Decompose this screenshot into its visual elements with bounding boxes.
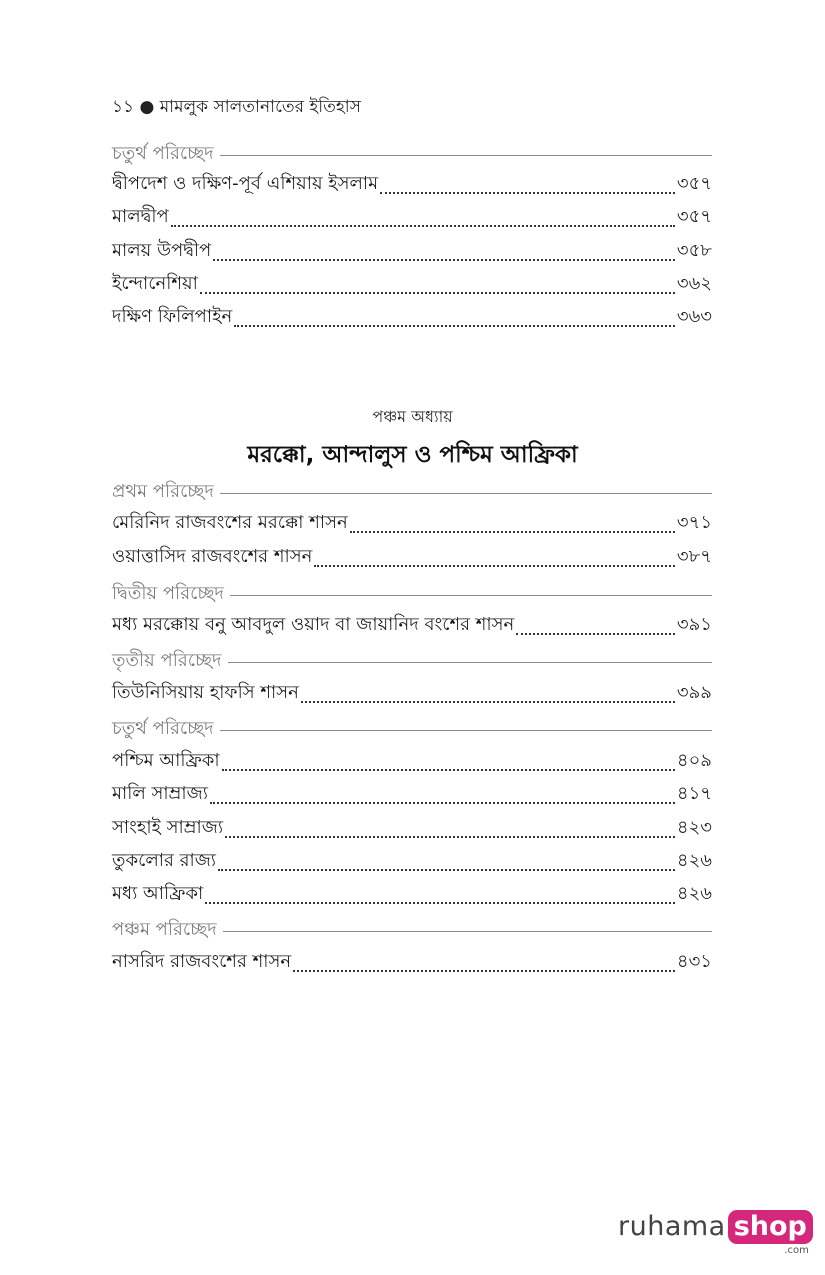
toc-entry-title: মেরিনিদ রাজবংশের মরক্কো শাসন (112, 512, 348, 533)
toc-entry[interactable] (112, 172, 712, 200)
toc-entry-title: পশ্চিম আফ্রিকা (112, 750, 220, 771)
dot-leader (350, 531, 675, 533)
dot-leader (210, 802, 675, 804)
dot-leader (301, 701, 675, 703)
toc-entry[interactable] (112, 511, 712, 539)
section-heading (112, 715, 712, 743)
toc-entry-page: ৪১৭ (676, 783, 712, 804)
toc-entry[interactable] (112, 239, 712, 267)
toc-entry-page: ৩৬৩ (676, 306, 712, 327)
section-heading-label: তৃতীয় পরিচ্ছেদ (112, 649, 222, 671)
toc-entry-title: মালদ্বীপ (112, 206, 169, 227)
running-header: ১১ ● মামলুক সালতানাতের ইতিহাস (112, 97, 361, 117)
section-heading (112, 647, 712, 675)
toc-entry-page: ৪৩১ (676, 951, 712, 972)
toc-entry[interactable] (112, 749, 712, 777)
toc-entry[interactable] (112, 950, 712, 978)
dot-leader (222, 769, 675, 771)
toc-entry-title: মালয় উপদ্বীপ (112, 240, 212, 261)
toc-entry-title: ইন্দোনেশিয়া (112, 273, 198, 294)
section-heading (112, 140, 712, 168)
logo-wordmark: ruhama (618, 1211, 726, 1242)
dot-leader (213, 259, 675, 261)
section-heading-label: চতুর্থ পরিচ্ছেদ (112, 717, 214, 739)
section-rule (220, 155, 712, 156)
toc-entry-title: তিউনিসিয়ায় হাফসি শাসন (112, 682, 299, 703)
section-heading-label: চতুর্থ পরিচ্ছেদ (112, 142, 214, 164)
section-rule (220, 730, 712, 731)
dot-leader (205, 902, 675, 904)
toc-entry-page: ৩৯১ (676, 614, 712, 635)
toc-entry[interactable] (112, 545, 712, 573)
dot-leader (516, 633, 675, 635)
toc-entry-title: নাসরিদ রাজবংশের শাসন (112, 951, 292, 972)
dot-leader (225, 836, 675, 838)
section-rule (230, 595, 712, 596)
dot-leader (314, 565, 675, 567)
toc-entry[interactable] (112, 272, 712, 300)
toc-entry-title: দক্ষিণ ফিলিপাইন (112, 306, 233, 327)
toc-entry[interactable] (112, 849, 712, 877)
toc-entry[interactable] (112, 782, 712, 810)
logo-shop-box: shop (728, 1210, 813, 1244)
toc-entry[interactable] (112, 681, 712, 709)
toc-entry-page: ৩৬২ (676, 273, 712, 294)
section-heading-label: দ্বিতীয় পরিচ্ছেদ (112, 582, 224, 604)
toc-entry-title: সাংহাই সাম্রাজ্য (112, 817, 224, 838)
toc-entry-title: তুকলোর রাজ্য (112, 850, 217, 871)
toc-entry-title: দ্বীপদেশ ও দক্ষিণ-পূর্ব এশিয়ায় ইসলাম (112, 173, 379, 194)
section-heading (112, 916, 712, 944)
dot-leader (234, 325, 675, 327)
section-heading-label: প্রথম পরিচ্ছেদ (112, 480, 214, 502)
dot-leader (293, 970, 675, 972)
section-heading (112, 478, 712, 506)
toc-entry-page: ৪০৯ (676, 750, 712, 771)
section-rule (220, 493, 712, 494)
dot-leader (380, 192, 675, 194)
toc-entry-page: ৪২৩ (676, 817, 712, 838)
toc-entry-title: মধ্য আফ্রিকা (112, 883, 204, 904)
toc-entry-title: ওয়াত্তাসিদ রাজবংশের শাসন (112, 546, 313, 567)
toc-entry-page: ৩৫৮ (676, 240, 712, 261)
toc-entry[interactable] (112, 205, 712, 233)
toc-entry-page: ৩৫৭ (676, 173, 712, 194)
dot-leader (218, 869, 675, 871)
toc-entry-page: ৩৭১ (676, 512, 712, 533)
section-rule (228, 662, 713, 663)
toc-entry-title: মালি সাম্রাজ্য (112, 783, 208, 804)
dot-leader (200, 292, 675, 294)
toc-entry[interactable] (112, 305, 712, 333)
section-heading-label: পঞ্চম পরিচ্ছেদ (112, 918, 217, 940)
chapter-number: পঞ্চম অধ্যায় (372, 407, 453, 426)
ruhamashop-logo (618, 1207, 813, 1257)
toc-entry-page: ৩৫৭ (676, 206, 712, 227)
section-rule (223, 931, 712, 932)
toc-entry[interactable] (112, 613, 712, 641)
toc-entry[interactable] (112, 816, 712, 844)
toc-entry-title: মধ্য মরক্কোয় বনু আবদুল ওয়াদ বা জায়ানিদ বংশের শাসন (112, 614, 515, 635)
logo-com-suffix: .com (784, 1245, 809, 1256)
dot-leader (171, 225, 675, 227)
toc-entry-page: ৪২৬ (676, 883, 712, 904)
toc-entry-page: ৩৮৭ (676, 546, 712, 567)
toc-entry-page: ৪২৬ (676, 850, 712, 871)
toc-entry-page: ৩৯৯ (676, 682, 712, 703)
section-heading (112, 580, 712, 608)
toc-entry[interactable] (112, 882, 712, 910)
chapter-title: মরক্কো, আন্দালুস ও পশ্চিম আফ্রিকা (247, 442, 578, 468)
